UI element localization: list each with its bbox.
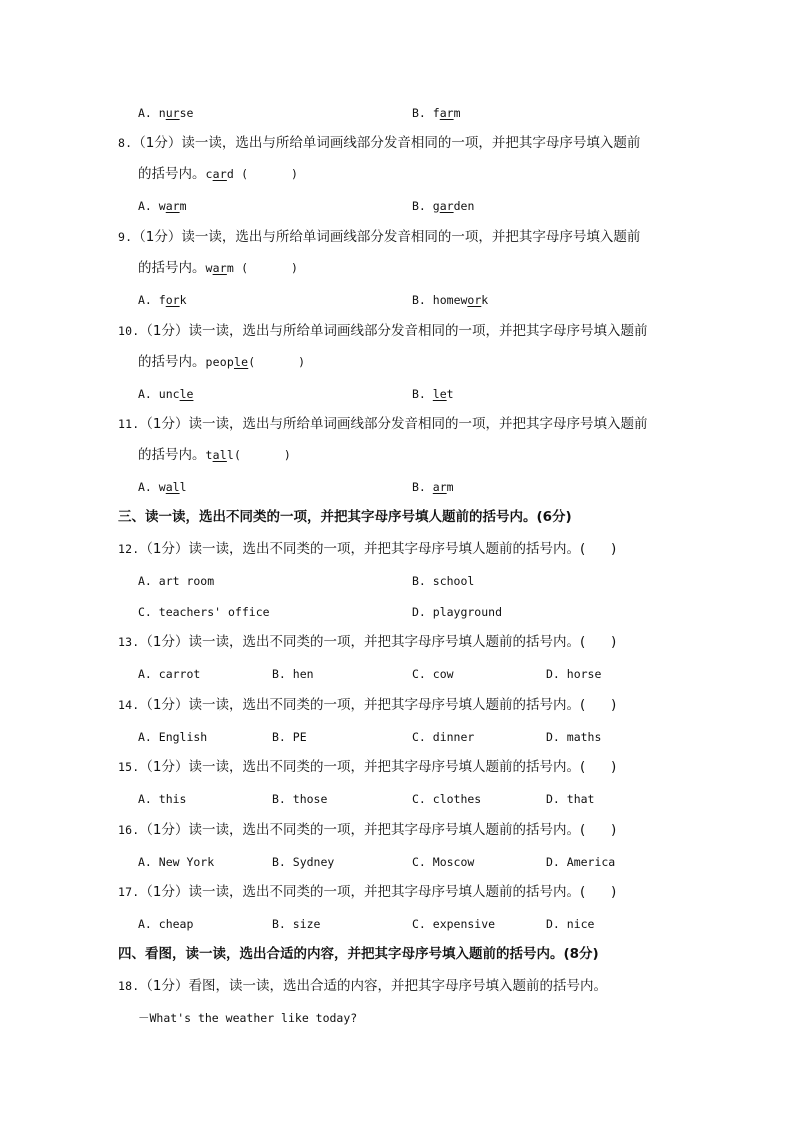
q13-stem [118, 634, 616, 650]
word-part: den [453, 199, 475, 213]
q18-stem [118, 978, 607, 994]
question-text: 读一读，选出不同类的一项，并把其字母序号填人题前的括号内。( ) [188, 884, 617, 900]
word-part: peop [205, 355, 234, 369]
q17-stem [118, 884, 616, 900]
q16-option-d: D. America [546, 855, 616, 869]
q7-option-a [138, 105, 193, 121]
word-part: c [205, 167, 213, 181]
q10-stem-cont [138, 354, 305, 370]
option-letter: A. [138, 106, 152, 120]
q14-option-c: C. dinner [412, 730, 475, 744]
question-score: （1分） [139, 697, 189, 713]
word-part: w [158, 199, 166, 213]
q8-stem [118, 135, 640, 151]
word-part: w [205, 261, 213, 275]
question-text: 读一读，选出不同类的一项，并把其字母序号填人题前的括号内。( ) [188, 759, 617, 775]
word-part: homew [432, 293, 468, 307]
question-score: （1分） [132, 229, 182, 245]
question-number: 10. [118, 324, 140, 338]
option-letter: B. [412, 106, 426, 120]
option-letter: B. [412, 293, 426, 307]
question-number: 12. [118, 542, 140, 556]
question-score: （1分） [139, 634, 189, 650]
answer-blank[interactable]: ( ) [234, 167, 299, 181]
word-part: d [226, 167, 234, 181]
question-text: 读一读，选出不同类的一项，并把其字母序号填人题前的括号内。( ) [188, 822, 617, 838]
question-number: 13. [118, 635, 140, 649]
q17-option-a: A. cheap [138, 917, 194, 931]
q11-stem-cont [138, 447, 291, 463]
underlined-part: ar [212, 261, 227, 275]
question-text: 的括号内。 [138, 260, 206, 276]
q16-option-a: A. New York [138, 855, 215, 869]
word-part: unc [158, 387, 180, 401]
word-part: l [226, 448, 234, 462]
question-number: 15. [118, 760, 140, 774]
q12-stem [118, 541, 616, 557]
q13-option-c: C. cow [412, 667, 454, 681]
question-text: 读一读，选出不同类的一项，并把其字母序号填人题前的括号内。( ) [188, 634, 617, 650]
q18-dialogue: －What's the weather like today? [138, 1011, 358, 1025]
question-text: 看图，读一读，选出合适的内容，并把其字母序号填入题前的括号内。 [188, 978, 607, 994]
q8-option-b [412, 198, 474, 214]
q12-option-a: A. art room [138, 574, 215, 588]
word-part: m [226, 261, 234, 275]
q15-option-a: A. this [138, 792, 187, 806]
question-text: 读一读，选出与所给单词画线部分发音相同的一项，并把其字母序号填入题前 [188, 323, 648, 339]
q14-stem [118, 697, 616, 713]
question-number: 11. [118, 417, 140, 431]
q12-option-c: C. teachers' office [138, 605, 270, 619]
word-part: se [179, 106, 194, 120]
question-score: （1分） [139, 884, 189, 900]
word-part: m [453, 106, 461, 120]
option-letter: A. [138, 480, 152, 494]
word-part: g [432, 199, 440, 213]
q8-option-a [138, 198, 187, 214]
answer-blank[interactable]: ( ) [234, 261, 299, 275]
question-number: 14. [118, 698, 140, 712]
q16-stem [118, 822, 616, 838]
word-part: f [432, 106, 440, 120]
underlined-part: ar [439, 199, 454, 213]
underlined-part: le [432, 387, 447, 401]
q15-stem [118, 759, 616, 775]
q13-option-b: B. hen [272, 667, 314, 681]
option-letter: A. [138, 199, 152, 213]
word-part: k [179, 293, 187, 307]
question-score: （1分） [139, 759, 189, 775]
q14-option-d: D. maths [546, 730, 602, 744]
q15-option-d: D. that [546, 792, 595, 806]
q16-option-c: C. Moscow [412, 855, 475, 869]
option-letter: B. [412, 199, 426, 213]
q8-stem-cont [138, 166, 298, 182]
option-letter: B. [412, 480, 426, 494]
question-score: （1分） [132, 135, 182, 151]
q13-option-d: D. horse [546, 667, 602, 681]
option-letter: A. [138, 387, 152, 401]
question-text: 的括号内。 [138, 354, 206, 370]
underlined-part: le [234, 355, 249, 369]
q9-option-b [412, 292, 488, 308]
q10-option-b [412, 386, 454, 402]
word-part: l [179, 480, 187, 494]
q10-option-a [138, 386, 193, 402]
q10-stem [118, 323, 647, 339]
underlined-part: or [467, 293, 482, 307]
question-score: （1分） [139, 822, 189, 838]
underlined-part: or [165, 293, 180, 307]
q17-option-c: C. expensive [412, 917, 496, 931]
underlined-part: ar [212, 167, 227, 181]
q9-stem [118, 229, 640, 245]
q17-option-b: B. size [272, 917, 321, 931]
word-part: n [158, 106, 166, 120]
answer-blank[interactable]: ( ) [234, 448, 291, 462]
answer-blank[interactable]: ( ) [248, 355, 306, 369]
q12-option-d: D. playground [412, 605, 503, 619]
option-letter: B. [412, 387, 426, 401]
question-text: 读一读，选出不同类的一项，并把其字母序号填人题前的括号内。( ) [188, 697, 617, 713]
underlined-part: al [165, 480, 180, 494]
underlined-part: ar [439, 106, 454, 120]
question-text: 读一读，选出不同类的一项，并把其字母序号填人题前的括号内。( ) [188, 541, 617, 557]
q14-option-a: A. English [138, 730, 208, 744]
q14-option-b: B. PE [272, 730, 307, 744]
q15-option-b: B. those [272, 792, 328, 806]
question-score: （1分） [139, 541, 189, 557]
question-number: 8. [118, 136, 133, 150]
underlined-part: ar [165, 199, 180, 213]
underlined-part: al [212, 448, 227, 462]
underlined-part: ur [165, 106, 180, 120]
question-text: 读一读，选出与所给单词画线部分发音相同的一项，并把其字母序号填入题前 [188, 416, 648, 432]
question-text: 读一读，选出与所给单词画线部分发音相同的一项，并把其字母序号填入题前 [181, 229, 641, 245]
q13-option-a: A. carrot [138, 667, 201, 681]
word-part: t [205, 448, 213, 462]
q15-option-c: C. clothes [412, 792, 482, 806]
question-number: 18. [118, 979, 140, 993]
q11-stem [118, 416, 647, 432]
question-number: 9. [118, 230, 133, 244]
option-letter: A. [138, 293, 152, 307]
q17-option-d: D. nice [546, 917, 595, 931]
word-part: m [446, 480, 454, 494]
word-part: m [179, 199, 187, 213]
question-number: 16. [118, 823, 140, 837]
q11-option-b [412, 479, 454, 495]
underlined-part: ar [432, 480, 447, 494]
q16-option-b: B. Sydney [272, 855, 335, 869]
question-text: 读一读，选出与所给单词画线部分发音相同的一项，并把其字母序号填入题前 [181, 135, 641, 151]
word-part: k [481, 293, 489, 307]
q12-option-b: B. school [412, 574, 475, 588]
question-text: 的括号内。 [138, 447, 206, 463]
underlined-part: le [179, 387, 194, 401]
word-part: f [158, 293, 166, 307]
question-number: 17. [118, 885, 140, 899]
question-score: （1分） [139, 978, 189, 994]
q7-option-b [412, 105, 461, 121]
section-3-heading: 三、读一读，选出不同类的一项，并把其字母序号填人题前的括号内。(6分) [118, 509, 572, 525]
q11-option-a [138, 479, 187, 495]
question-score: （1分） [139, 416, 189, 432]
word-part: w [158, 480, 166, 494]
section-4-heading: 四、看图，读一读，选出合适的内容，并把其字母序号填入题前的括号内。(8分) [118, 946, 599, 962]
word-part: t [446, 387, 454, 401]
question-text: 的括号内。 [138, 166, 206, 182]
q9-option-a [138, 292, 187, 308]
question-score: （1分） [139, 323, 189, 339]
q9-stem-cont [138, 260, 298, 276]
